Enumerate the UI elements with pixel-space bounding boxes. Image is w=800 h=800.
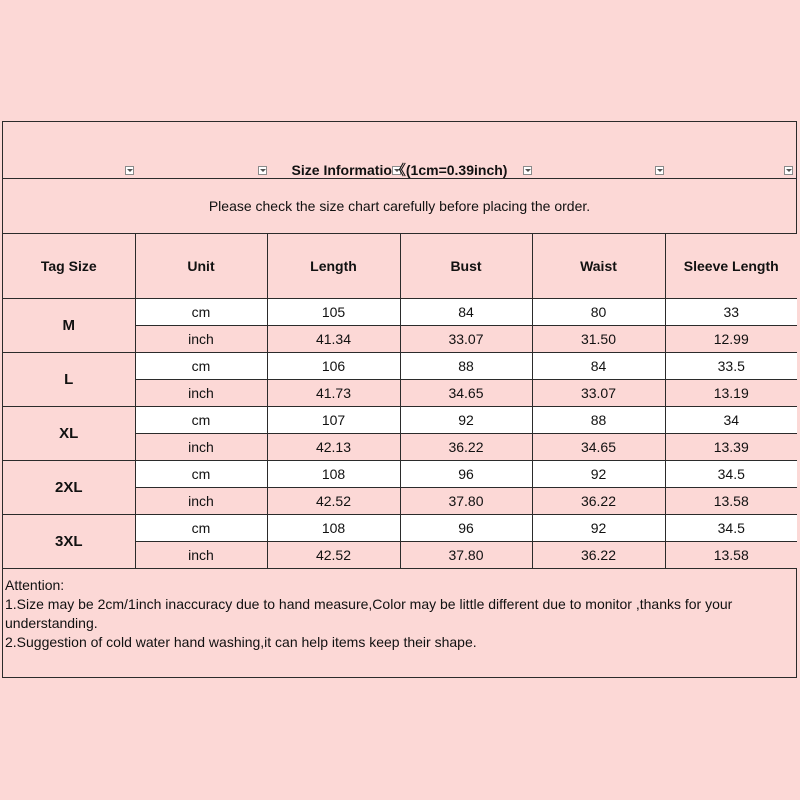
header-row: [3, 234, 797, 299]
measurement-cell: 41.34: [267, 326, 400, 353]
measurement-cell: 88: [532, 407, 665, 434]
measurement-cell: 105: [267, 299, 400, 326]
measurement-cell: 41.73: [267, 380, 400, 407]
tag-size-cell: 2XL: [3, 461, 135, 515]
unit-cell: inch: [135, 542, 267, 569]
attention-line: 1.Size may be 2cm/1inch inaccuracy due to hand measure,Color may be little different due to monitor ,thanks for your understanding.: [5, 596, 733, 631]
tag-size-cell: 3XL: [3, 515, 135, 569]
unit-cell: cm: [135, 353, 267, 380]
table-row: [3, 461, 797, 488]
unit-cell: inch: [135, 326, 267, 353]
measurement-cell: 34: [665, 407, 797, 434]
measurement-cell: 13.58: [665, 542, 797, 569]
measurement-cell: 80: [532, 299, 665, 326]
measurement-cell: 108: [267, 515, 400, 542]
measurement-cell: 33.5: [665, 353, 797, 380]
notice-row: [3, 178, 796, 234]
unit-cell: cm: [135, 299, 267, 326]
measurement-cell: 33: [665, 299, 797, 326]
measurement-cell: 96: [400, 515, 532, 542]
size-chart-sheet: [2, 121, 797, 678]
measurement-cell: 92: [532, 515, 665, 542]
measurement-cell: 108: [267, 461, 400, 488]
measurement-cell: 13.58: [665, 488, 797, 515]
measurement-cell: 42.52: [267, 542, 400, 569]
table-row: [3, 515, 797, 542]
table-row: [3, 353, 797, 380]
measurement-cell: 96: [400, 461, 532, 488]
measurement-cell: 106: [267, 353, 400, 380]
attention-line: 2.Suggestion of cold water hand washing,it can help items keep their shape.: [5, 634, 477, 650]
measurement-cell: 42.13: [267, 434, 400, 461]
measurement-cell: 92: [400, 407, 532, 434]
measurement-cell: 37.80: [400, 488, 532, 515]
measurement-cell: 37.80: [400, 542, 532, 569]
chart-title: Size Informatio《(1cm=0.39inch): [291, 162, 508, 178]
title-row: [3, 122, 796, 179]
table-row: [3, 299, 797, 326]
measurement-cell: 88: [400, 353, 532, 380]
measurement-cell: 13.39: [665, 434, 797, 461]
tag-size-cell: XL: [3, 407, 135, 461]
unit-cell: inch: [135, 488, 267, 515]
header-cell: Unit: [135, 234, 267, 299]
header-cell: Bust: [400, 234, 532, 299]
unit-cell: cm: [135, 461, 267, 488]
size-table: [3, 233, 797, 569]
unit-cell: inch: [135, 434, 267, 461]
notice-text: Please check the size chart carefully before placing the order.: [208, 197, 591, 214]
attention-heading: Attention:: [5, 577, 65, 593]
measurement-cell: 92: [532, 461, 665, 488]
tag-size-cell: L: [3, 353, 135, 407]
measurement-cell: 12.99: [665, 326, 797, 353]
measurement-cell: 34.65: [400, 380, 532, 407]
unit-cell: cm: [135, 407, 267, 434]
unit-cell: cm: [135, 515, 267, 542]
tag-size-cell: M: [3, 299, 135, 353]
measurement-cell: 33.07: [532, 380, 665, 407]
measurement-cell: 107: [267, 407, 400, 434]
measurement-cell: 36.22: [400, 434, 532, 461]
measurement-cell: 13.19: [665, 380, 797, 407]
table-row: [3, 407, 797, 434]
header-cell: Length: [267, 234, 400, 299]
measurement-cell: 36.22: [532, 488, 665, 515]
unit-cell: inch: [135, 380, 267, 407]
measurement-cell: 84: [400, 299, 532, 326]
measurement-cell: 36.22: [532, 542, 665, 569]
measurement-cell: 42.52: [267, 488, 400, 515]
measurement-cell: 31.50: [532, 326, 665, 353]
measurement-cell: 84: [532, 353, 665, 380]
measurement-cell: 33.07: [400, 326, 532, 353]
header-cell: Sleeve Length: [665, 234, 797, 299]
measurement-cell: 34.5: [665, 461, 797, 488]
header-cell: Waist: [532, 234, 665, 299]
attention-notes: [5, 576, 785, 652]
header-cell: Tag Size: [3, 234, 135, 299]
measurement-cell: 34.5: [665, 515, 797, 542]
measurement-cell: 34.65: [532, 434, 665, 461]
